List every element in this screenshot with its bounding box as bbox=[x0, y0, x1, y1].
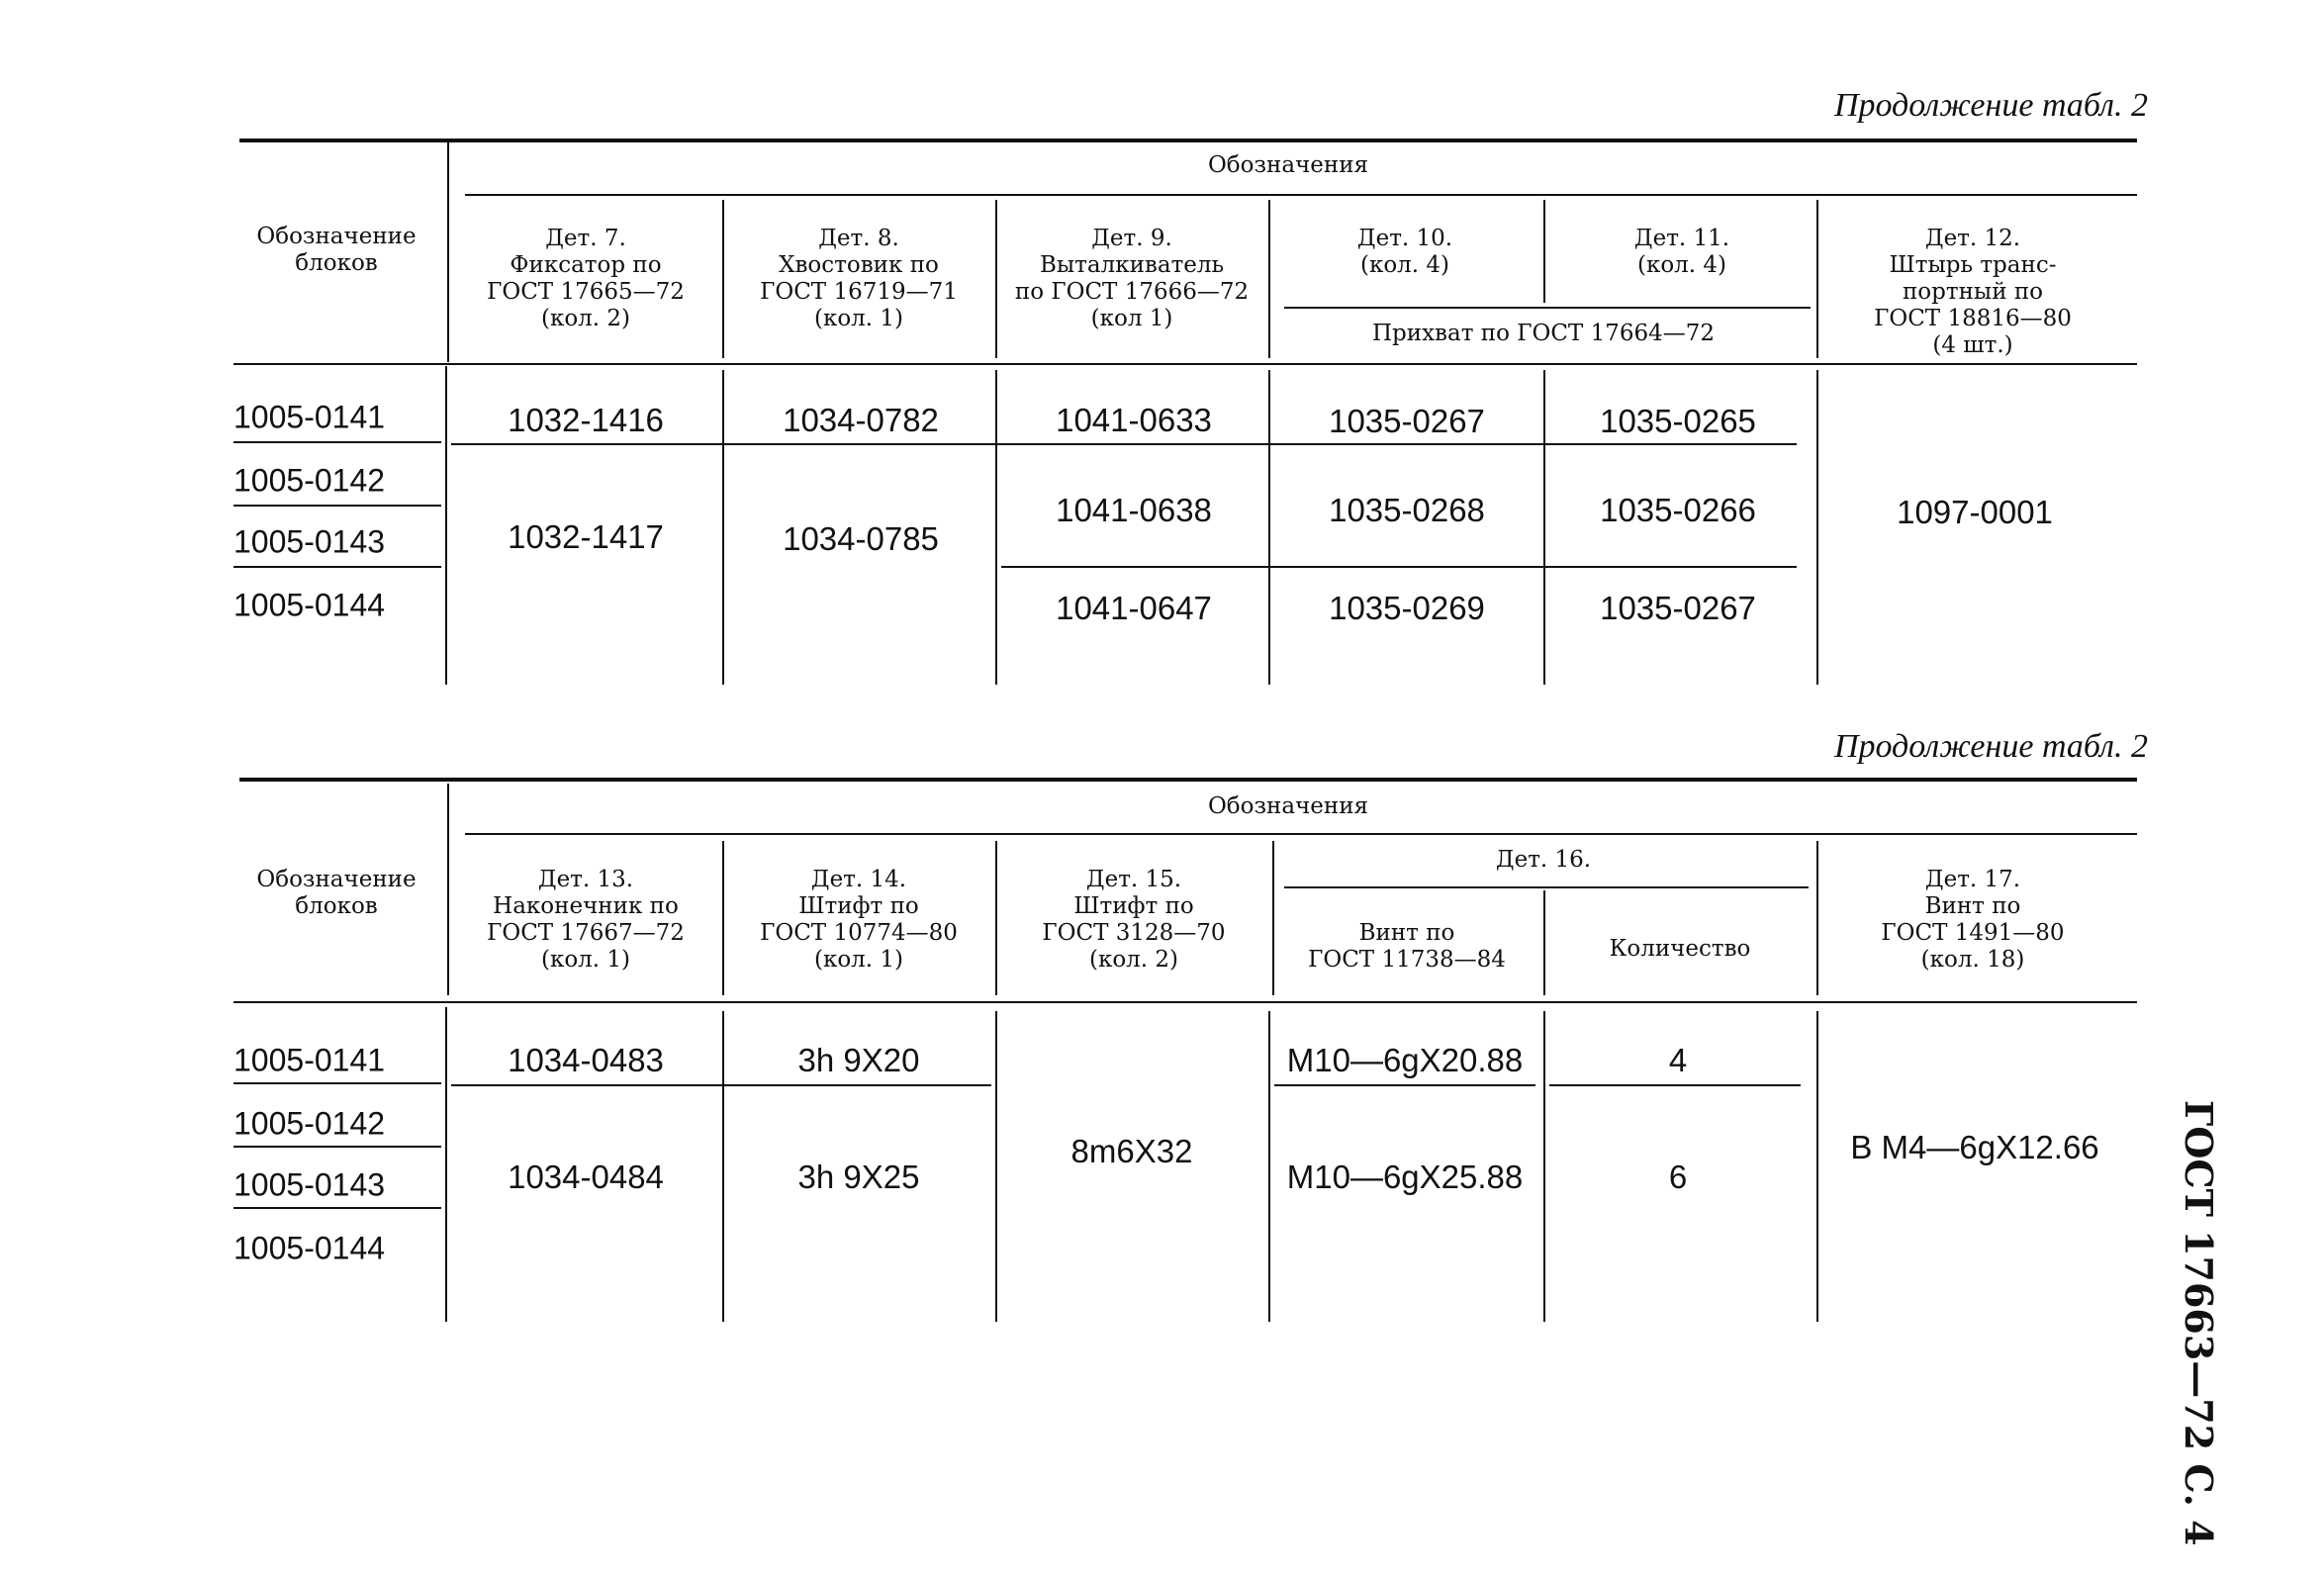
table2-row-rule bbox=[1274, 1084, 1535, 1086]
table2-caption: Продолжение табл. 2 bbox=[1833, 728, 2148, 765]
table2-body-divider bbox=[1268, 1011, 1270, 1322]
table2-body-divider bbox=[995, 1011, 997, 1322]
table2-header-divider bbox=[995, 841, 997, 995]
table2-group-rule bbox=[465, 833, 2137, 835]
table1-body-divider bbox=[1816, 370, 1818, 685]
table2-cell-d16-screw: M10—6gX25.88 bbox=[1286, 1159, 1524, 1195]
table2-header-d16-screw: Винт по ГОСТ 11738—84 bbox=[1308, 920, 1506, 973]
table1-header-det11: Дет. 11. (кол. 4) bbox=[1633, 226, 1730, 278]
table1-header-det10: Дет. 10. (кол. 4) bbox=[1356, 226, 1453, 278]
table2-row-rule bbox=[451, 1084, 991, 1086]
table2-header-divider bbox=[1816, 841, 1818, 995]
table2-row-label: 1005-0144 bbox=[233, 1230, 386, 1266]
table2-header-det15: Дет. 15. Штифт по ГОСТ 3128—70 (кол. 2) bbox=[1042, 867, 1226, 973]
table2-header-block: Обозначение блоков bbox=[256, 867, 417, 919]
table2-cell-d14: 3h 9X20 bbox=[797, 1042, 920, 1078]
table1-body-divider bbox=[722, 370, 724, 685]
table2-header-divider bbox=[1272, 841, 1274, 995]
table2-cell-d16-qty: 4 bbox=[1668, 1042, 1688, 1078]
table1-top-rule bbox=[239, 139, 2137, 142]
table1-cell-d11: 1035-0267 bbox=[1600, 590, 1756, 626]
table1-header-det7: Дет. 7. Фиксатор по ГОСТ 17665—72 (кол. 2) bbox=[487, 226, 685, 331]
table1-caption: Продолжение табл. 2 bbox=[1833, 87, 2148, 124]
table1-row-label: 1005-0142 bbox=[233, 462, 386, 499]
table1-row-rule bbox=[451, 443, 1797, 445]
table1-header-bottom-rule bbox=[233, 363, 2137, 365]
table2-row-label: 1005-0141 bbox=[233, 1042, 386, 1078]
table1-body-divider bbox=[1268, 370, 1270, 685]
table2-header-divider bbox=[722, 841, 724, 995]
table1-cell-d10: 1035-0269 bbox=[1329, 590, 1485, 626]
table1-header-det12: Дет. 12. Штырь транс- портный по ГОСТ 18816—80 (4 шт.) bbox=[1874, 226, 2072, 358]
table1-cell-d8: 1034-0782 bbox=[783, 402, 939, 438]
table1-row-rule bbox=[233, 505, 441, 507]
table1-cell-d8: 1034-0785 bbox=[783, 520, 939, 557]
table2-body-divider bbox=[1816, 1011, 1818, 1322]
table2-top-rule bbox=[239, 778, 2137, 782]
table2-body-divider bbox=[445, 1007, 447, 1322]
table1-header-divider bbox=[1816, 200, 1818, 358]
table1-body-divider bbox=[995, 370, 997, 685]
table2-row-rule bbox=[1549, 1084, 1801, 1086]
table1-header-divider bbox=[995, 200, 997, 358]
table1-row-rule bbox=[233, 441, 441, 443]
table1-cell-d7: 1032-1417 bbox=[508, 518, 664, 555]
table1-header-block: Обозначение блоков bbox=[256, 224, 417, 276]
side-page-label: ГОСТ 17663—72 С. 4 bbox=[2177, 1100, 2221, 1546]
table2-cell-d17: B M4—6gX12.66 bbox=[1850, 1129, 2099, 1165]
table2-row-label: 1005-0143 bbox=[233, 1166, 386, 1203]
table2-row-rule bbox=[233, 1207, 441, 1209]
table1-header-divider bbox=[1543, 200, 1545, 303]
table2-header-bottom-rule bbox=[233, 1001, 2137, 1003]
table1-row-rule bbox=[1001, 566, 1797, 568]
table1-header-group: Обозначения bbox=[1207, 152, 1369, 178]
table2-cell-d13: 1034-0483 bbox=[508, 1042, 664, 1078]
table2-cell-d14: 3h 9X25 bbox=[797, 1159, 920, 1195]
table2-cell-d16-screw: M10—6gX20.88 bbox=[1286, 1042, 1524, 1078]
table2-cell-d15: 8m6X32 bbox=[1070, 1133, 1193, 1169]
table1-row-label: 1005-0141 bbox=[233, 399, 386, 435]
table1-body-divider bbox=[1543, 370, 1545, 685]
table2-header-d16-qty: Количество bbox=[1609, 936, 1751, 962]
table2-header-det13: Дет. 13. Наконечник по ГОСТ 17667—72 (кол. 1) bbox=[487, 867, 685, 973]
table1-cell-d9: 1041-0647 bbox=[1056, 590, 1212, 626]
table2-row-label: 1005-0142 bbox=[233, 1105, 386, 1142]
table2-header-divider bbox=[1543, 890, 1545, 995]
table1-cell-d12: 1097-0001 bbox=[1897, 494, 2053, 530]
table2-body-divider bbox=[1543, 1011, 1545, 1322]
table2-header-det17: Дет. 17. Винт по ГОСТ 1491—80 (кол. 18) bbox=[1881, 867, 2065, 973]
table1-cell-d10: 1035-0268 bbox=[1329, 492, 1485, 528]
table1-cell-d7: 1032-1416 bbox=[508, 402, 664, 438]
table1-header-prikhvat: Прихват по ГОСТ 17664—72 bbox=[1371, 321, 1716, 346]
table1-cell-d11: 1035-0265 bbox=[1600, 403, 1756, 439]
table1-row-label: 1005-0143 bbox=[233, 523, 386, 560]
table1-subgroup-rule bbox=[1284, 307, 1811, 309]
table1-header-det9: Дет. 9. Выталкиватель по ГОСТ 17666—72 (кол 1) bbox=[1014, 226, 1250, 331]
table1-row-rule bbox=[233, 566, 441, 568]
table1-header-det8: Дет. 8. Хвостовик по ГОСТ 16719—71 (кол. 1) bbox=[760, 226, 958, 331]
table1-group-rule bbox=[465, 194, 2137, 196]
table2-header-det14: Дет. 14. Штифт по ГОСТ 10774—80 (кол. 1) bbox=[760, 867, 958, 973]
table1-header-divider bbox=[1268, 200, 1270, 358]
table2-block-col-divider bbox=[447, 784, 449, 995]
table2-row-rule bbox=[233, 1082, 441, 1084]
table2-cell-d16-qty: 6 bbox=[1668, 1159, 1688, 1195]
table1-cell-d9: 1041-0633 bbox=[1056, 402, 1212, 438]
table1-row-label: 1005-0144 bbox=[233, 587, 386, 623]
table1-cell-d10: 1035-0267 bbox=[1329, 403, 1485, 439]
table2-header-det16: Дет. 16. bbox=[1495, 847, 1592, 873]
table2-d16-subrule bbox=[1284, 886, 1809, 888]
table1-cell-d11: 1035-0266 bbox=[1600, 492, 1756, 528]
table2-header-group: Обозначения bbox=[1207, 793, 1369, 819]
table1-body-divider bbox=[445, 366, 447, 685]
table2-body-divider bbox=[722, 1011, 724, 1322]
table2-row-rule bbox=[233, 1146, 441, 1148]
table1-cell-d9: 1041-0638 bbox=[1056, 492, 1212, 528]
table2-cell-d13: 1034-0484 bbox=[508, 1159, 664, 1195]
table1-block-col-divider bbox=[447, 142, 449, 362]
table1-header-divider bbox=[722, 200, 724, 358]
